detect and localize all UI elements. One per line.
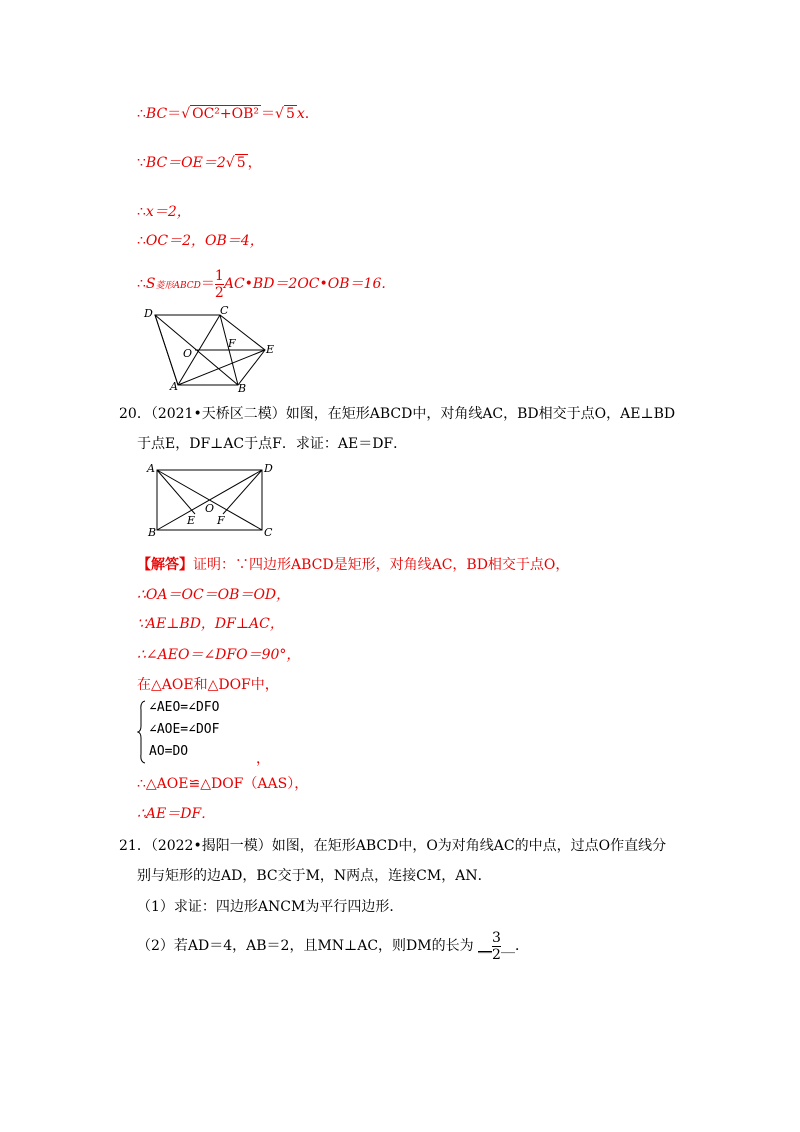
fig2-label-e: E [187,514,196,527]
system-end-comma: ， [256,751,270,767]
answer-fraction: $\frac{3}{2}$ [492,929,501,963]
answer20-line-5: ∴△AOE≌△DOF（AAS）， [137,776,309,792]
q21-part-2: （2）若AD＝4，AB＝2，且MN⊥AC，则DM的长为 __ $\frac{3}{2}$ __． [137,929,529,963]
geometry-figure-2 [145,462,285,540]
solution-line-3: ∴x＝2， [137,204,191,220]
fig1-label-d: D [144,307,153,320]
q21-part-1: （1）求证：四边形ANCM为平行四边形． [137,899,404,915]
answer20-line-4: 在△AOE和△DOF中， [137,677,279,693]
fig1-label-b: B [238,382,247,395]
q20-line-2: 于点E，DF⊥AC于点F．求证：AE＝DF． [137,436,408,452]
fig1-label-e: E [266,343,275,356]
fig1-label-a: A [170,380,178,393]
answer20-intro: 【解答】证明：∵四边形ABCD是矩形，对角线AC，BD相交于点O， [137,557,570,573]
fig1-label-f: F [228,337,236,350]
brace-icon [137,700,147,764]
q21-line-2: 别与矩形的边AD，BC交于M，N两点，连接CM，AN． [137,868,492,884]
solution-line-5: ∴S菱形ABCD＝ $\frac{1}{2}$ AC•BD＝2OC•OB＝16. [137,267,386,301]
answer20-line-2: ∵AE⊥BD，DF⊥AC， [137,616,284,632]
system-eq-1: ∠AEO=∠DFO [149,700,220,715]
fig2-label-o: O [205,502,215,515]
q21-line-1: 21．（2022•揭阳一模）如图，在矩形ABCD中，O为对角线AC的中点，过点O作直线分 [119,838,667,854]
fig1-label-c: C [220,305,229,317]
solution-line-4: ∴OC＝2，OB＝4， [137,233,264,249]
solution-line-2: ∵BC＝OE＝2√ 5 ， [137,155,262,171]
q20-line-1: 20．（2021•天桥区二模）如图，在矩形ABCD中，对角线AC，BD相交于点O，AE⊥BD [119,406,676,422]
system-eq-2: ∠AOE=∠DOF [149,722,220,737]
fig2-label-a: A [147,462,155,475]
fig2-label-b: B [148,526,157,539]
system-eq-3: AO=DO [149,744,189,759]
geometry-figure-1 [140,305,280,395]
fig1-label-o: O [183,347,193,360]
answer20-line-1: ∴OA＝OC＝OB＝OD， [137,587,291,603]
fig2-label-c: C [264,526,273,539]
answer20-line-6: ∴AE＝DF． [137,806,216,822]
answer20-line-3: ∴∠AEO＝∠DFO＝90°， [137,647,301,663]
fig2-label-d: D [264,462,273,475]
solution-line-1: ∴BC＝√ OC²+OB² ＝√ 5 x. [137,106,310,122]
fig2-label-f: F [217,514,225,527]
